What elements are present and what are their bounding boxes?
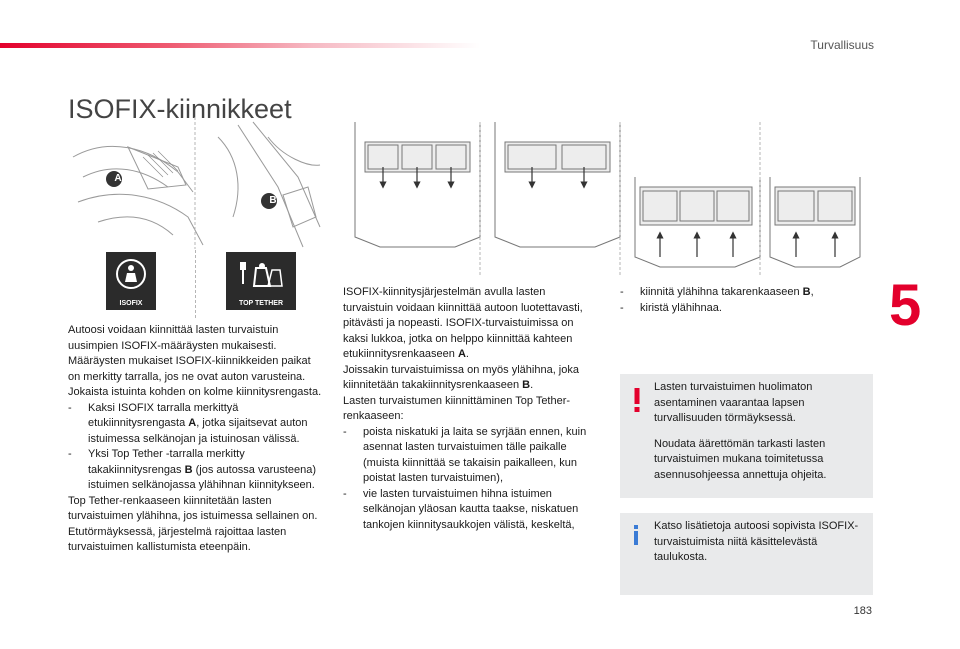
header-accent-bar bbox=[0, 43, 480, 48]
bullet-route-strap: - vie lasten turvaistuimen hihna istuimen selkänojan yläosan kautta taakse, niskatuen tankojen kiinnitysaukkojen välistä, keskeltä, bbox=[343, 487, 579, 531]
marking-paragraph: Määräysten mukaiset ISOFIX-kiinnikkeiden paikat on merkitty tarralla, jos ne ovat auton varusteina. bbox=[68, 355, 311, 383]
page-title: ISOFIX-kiinnikkeet bbox=[68, 94, 292, 125]
top-tether-paragraph: Top Tether-renkaaseen kiinnitetään lasten turvaistuimen ylähihna, jos istuimessa sellainen on. Etutörmäyksessä, järjestelmä rajoittaa lasten turvaistuimen kallistumista eteenpäin. bbox=[68, 494, 318, 553]
info-box bbox=[620, 513, 873, 595]
strap-paragraph: Joissakin turvaistuimissa on myös ylähihna, joka kiinnitetään takakiinnitysrenkaaseen B. bbox=[343, 363, 579, 391]
system-paragraph: ISOFIX-kiinnitysjärjestelmän avulla lasten turvaistuin voidaan kiinnittää autoon luotettavasti, pitävästi ja nopeasti. ISOFIX-turvaistuimissa on kaksi lukkoa, jotka on helppo kiinnittää kahteen etukiinnitysrenkaaseen A. bbox=[343, 286, 583, 360]
warning-box bbox=[620, 374, 873, 498]
intro-paragraph: Autoosi voidaan kiinnittää lasten turvaistuin uusimpien ISOFIX-määräysten mukaisesti. bbox=[68, 324, 279, 352]
steps-text-column bbox=[620, 285, 860, 316]
top-tether-badge-label: TOP TETHER bbox=[238, 300, 284, 307]
warning-paragraph-1: Lasten turvaistuimen huolimaton asentaminen vaarantaa lapsen turvallisuuden törmäyksessä. bbox=[654, 381, 813, 424]
bullet-remove-headrest: - poista niskatuki ja laita se syrjään ennen, kuin asennat lasten turvaistuimen tälle paikalle (muista kiinnittää se takaisin paikalleen, kun poistat lasten turvaistuimen), bbox=[343, 425, 587, 484]
info-paragraph: Katso lisätietoja autoosi sopivista ISOFIX-turvaistuimista niitä käsittelevästä taulukosta. bbox=[654, 520, 859, 563]
isofix-badge-label: ISOFIX bbox=[119, 300, 143, 307]
anchor-label-b: B bbox=[269, 195, 277, 206]
warning-icon bbox=[633, 388, 641, 412]
seat-anchor-illustration bbox=[68, 117, 323, 249]
bullet-attach-strap: - kiinnitä ylähihna takarenkaaseen B, bbox=[620, 286, 814, 298]
rings-paragraph: Jokaista istuinta kohden on kolme kiinnitysrengasta. bbox=[68, 386, 322, 398]
diagram-4 bbox=[770, 177, 860, 267]
tether-seat-icon bbox=[236, 258, 286, 290]
intro-text-column bbox=[68, 323, 323, 556]
bullet-tighten-strap: - kiristä ylähihnaa. bbox=[620, 301, 722, 314]
page-number: 183 bbox=[853, 605, 872, 617]
attach-heading: Lasten turvaistumen kiinnittäminen Top Tether-renkaaseen: bbox=[343, 394, 571, 422]
warning-paragraph-2: Noudata äärettömän tarkasti lasten turvaistuimen mukana toimitetussa asennusohjeessa annettuja ohjeita. bbox=[654, 437, 827, 481]
info-text bbox=[654, 519, 862, 576]
section-title: Turvallisuus bbox=[810, 38, 874, 52]
info-icon bbox=[634, 525, 638, 545]
illustration-divider bbox=[195, 250, 196, 318]
bullet-rear-ring: - Yksi Top Tether -tarralla merkitty takakiinnitysrengas B (jos autossa varusteena) istuimen selkänojassa ylähihnan kiinnitykseen. bbox=[68, 448, 317, 491]
bullet-front-rings: - Kaksi ISOFIX tarralla merkittyä etukiinnitysrengasta A, jotka sijaitsevat auton istuimessa selkänojan ja istuinosan välissä. bbox=[68, 401, 308, 445]
top-tether-badge bbox=[226, 252, 296, 310]
warning-text bbox=[654, 380, 862, 493]
chapter-number: 5 bbox=[889, 273, 922, 338]
child-seat-icon bbox=[115, 258, 147, 290]
rear-seat-diagrams bbox=[340, 117, 872, 277]
system-text-column bbox=[343, 285, 597, 533]
anchor-label-a: A bbox=[114, 173, 122, 184]
isofix-badge bbox=[106, 252, 156, 310]
diagram-2 bbox=[495, 122, 620, 247]
